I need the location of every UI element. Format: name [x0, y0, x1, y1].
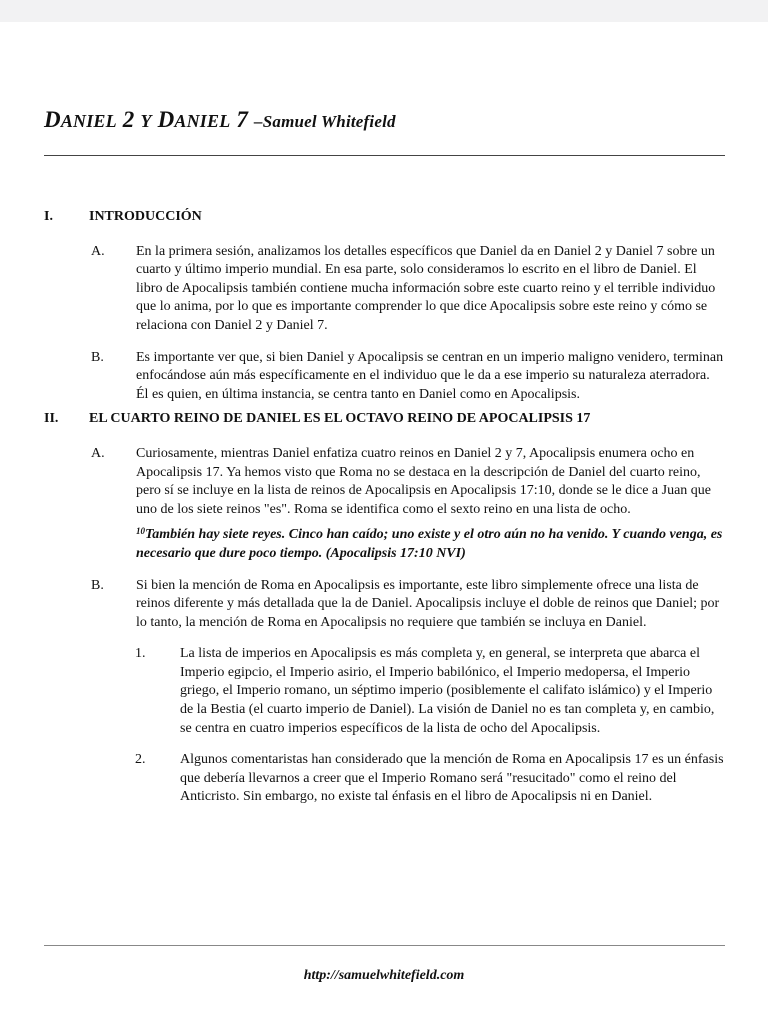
title-part: 2 — [116, 107, 141, 132]
outline-item — [44, 243, 725, 336]
outline-item — [44, 349, 725, 405]
item-text: Es importante ver que, si bien Daniel y Apocalipsis se centran en un imperio maligno venidero, terminan enfocándose aún más específicamente en el individuo que le da a ese imperio su naturaleza aterradora. Él es quien, en última instancia, se centra tanto en Daniel como en Apocalipsis. — [136, 349, 724, 402]
title-part: D — [44, 107, 61, 132]
outline-subitem — [44, 645, 725, 738]
item-text: En la primera sesión, analizamos los detalles específicos que Daniel da en Daniel 2 y Daniel 7 sobre un cuarto y último imperio mundial. En esa parte, solo consideramos lo escrito en el libro de Daniel. El libro de Apocalipsis también contiene mucha información sobre este cuarto reino y el terrible individuo que lo anima, por lo que es importante comprender lo que dice Apocalipsis sobre este reino y cómo se relaciona con Daniel 2 y Daniel 7. — [136, 243, 716, 333]
subitem-label: 1. — [135, 646, 146, 662]
quote-text: También hay siete reyes. Cinco han caído; uno existe y el otro aún no ha venido. Y cuando venga, es necesario que dure poco tiempo. (Apocalipsis 17:10 NVI) — [136, 527, 723, 561]
subitem-text: Algunos comentaristas han considerado que la mención de Roma en Apocalipsis 17 es un énfasis que debería llevarnos a creer que el Imperio Romano será "resucitado" como el reino del Anticristo. Sin embargo, no existe tal énfasis en el libro de Apocalipsis ni en Daniel. — [180, 752, 724, 805]
document-body — [44, 205, 725, 807]
viewer-top-bar — [0, 0, 768, 22]
outline-item — [44, 445, 725, 519]
item-label: A. — [91, 243, 105, 259]
section-heading — [44, 410, 725, 429]
item-label: B. — [91, 349, 104, 365]
subitem-label: 2. — [135, 752, 146, 768]
outline-item — [44, 577, 725, 633]
title-part: ANIEL — [174, 111, 231, 131]
item-label: A. — [91, 445, 105, 461]
outline-subitem — [44, 751, 725, 807]
title-part: D — [151, 107, 175, 132]
title-divider — [44, 155, 725, 156]
subitem-text: La lista de imperios en Apocalipsis es más completa y, en general, se interpreta que abarca el Imperio egipcio, el Imperio asirio, el Imperio babilónico, el Imperio medopersa, el Imperio griego, el Imperio romano, un séptimo imperio (posiblemente el califato islámico) y el Imperio de la Bestia (el cuarto imperio de Daniel). La visión de Daniel no es tan completa y, en cambio, se centra en cuatro imperios específicos de la lista de ocho del Apocalipsis. — [180, 646, 715, 736]
title-author: –Samuel Whitefield — [254, 112, 396, 131]
section-number: II. — [44, 411, 59, 427]
scripture-quote — [44, 526, 725, 563]
footer-url[interactable]: http://samuelwhitefield.com — [303, 968, 465, 983]
item-text: Si bien la mención de Roma en Apocalipsis es importante, este libro simplemente ofrece una lista de reinos diferente y más detallada que la de Daniel. Apocalipsis incluye el doble de reinos que Daniel; por lo tanto, la mención de Roma en Apocalipsis no requiere que también se incluya en Daniel. — [136, 577, 720, 630]
section-title: INTRODUCCIÓN — [89, 209, 202, 224]
title-part: 7 — [230, 107, 255, 132]
title-part: Y — [140, 111, 152, 131]
section-number: I. — [44, 209, 53, 224]
verse-number: 10 — [136, 526, 145, 537]
document-title — [44, 107, 396, 133]
footer-divider — [44, 945, 725, 946]
section-title: EL CUARTO REINO DE DANIEL ES EL OCTAVO REINO DE APOCALIPSIS 17 — [89, 411, 591, 427]
item-text: Curiosamente, mientras Daniel enfatiza cuatro reinos en Daniel 2 y 7, Apocalipsis enumera ocho en Apocalipsis 17. Ya hemos visto que Roma no se destaca en la descripción de Daniel del cuarto reino, pero sí se incluye en la lista de reinos de Apocalipsis en Apocalipsis 17:10, donde se le dice a Juan que uno de los siete reinos "es". Roma se identifica como el sexto reino en una lista de ocho. — [136, 445, 712, 517]
title-part: ANIEL — [60, 111, 117, 131]
section-heading — [44, 208, 725, 227]
item-label: B. — [91, 577, 104, 593]
